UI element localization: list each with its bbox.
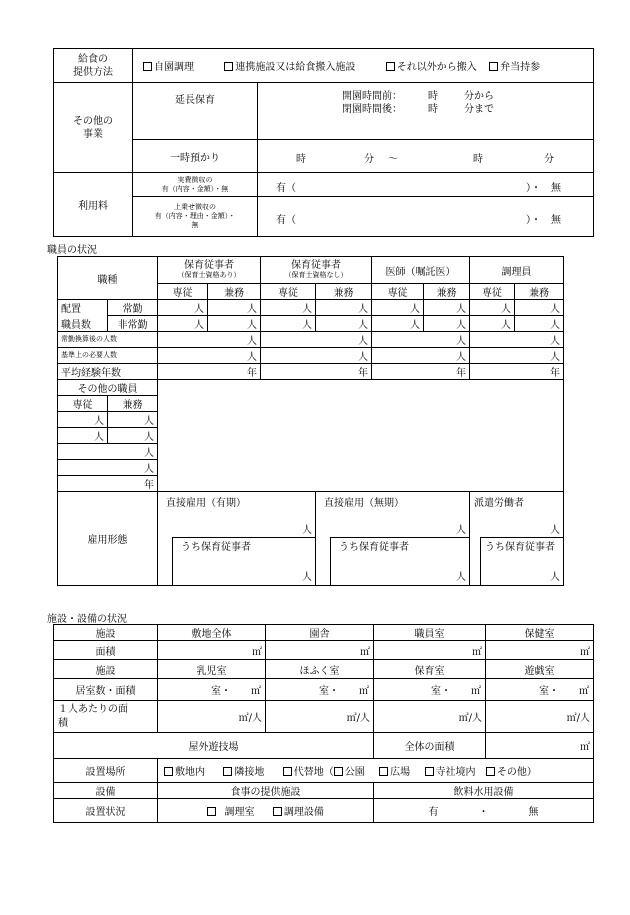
loc-option-2[interactable]: 隣接地 xyxy=(223,767,264,778)
water-header: 飲料水用設備 xyxy=(374,783,594,799)
cell: 室・ ㎡ xyxy=(374,679,486,701)
checkbox-icon xyxy=(386,62,395,71)
full-header: 専従 xyxy=(58,396,108,412)
checkbox-icon xyxy=(489,62,498,71)
checkbox-icon xyxy=(283,767,292,776)
cell: 人 xyxy=(515,316,564,332)
other-label: その他の 事業 xyxy=(54,83,133,173)
part-header: 兼務 xyxy=(108,396,158,412)
area-label: 面積 xyxy=(54,641,158,660)
checkbox-icon xyxy=(207,807,216,816)
employment-label: 雇用形態 xyxy=(58,492,158,586)
cell: 人 xyxy=(58,412,108,428)
part-header: 兼務 xyxy=(208,284,261,300)
cell: 人 xyxy=(470,300,515,316)
loc-option-3[interactable]: 代替地（ xyxy=(283,767,334,778)
full-header: 専従 xyxy=(372,284,424,300)
health-room-header: 保健室 xyxy=(486,625,594,641)
location-label: 設置場所 xyxy=(54,759,158,783)
total-area-label: 全体の面積 xyxy=(374,733,486,759)
fee-extra-value: 有（ ）・ 無 xyxy=(258,197,594,237)
dispatch-cell: 派遣労働者 人 うち保育従事者 人 xyxy=(470,492,564,586)
building-header: 園舎 xyxy=(266,625,374,641)
other-staff-label: その他の職員 xyxy=(58,380,158,396)
cell: 人 xyxy=(261,332,372,348)
rooms-area-label: 居室数・面積 xyxy=(54,679,158,701)
cell: 人 xyxy=(208,316,261,332)
cell: 人 xyxy=(372,348,470,364)
cell: 人 xyxy=(108,412,158,428)
loc-option-5[interactable]: 広場 xyxy=(379,767,410,778)
play-room-header: 遊戯室 xyxy=(486,660,594,679)
checkbox-icon xyxy=(486,767,495,776)
fee-extra-label: 上乗せ徴収の 有（内容・理由・金額）・ 無 xyxy=(133,197,258,237)
part-header: 兼務 xyxy=(515,284,564,300)
cell: 人 xyxy=(158,316,208,332)
meal-options xyxy=(133,49,594,83)
cell: 人 xyxy=(158,300,208,316)
status-label: 設置状況 xyxy=(54,799,158,823)
cell: 人 xyxy=(58,444,158,460)
cell: 人 xyxy=(316,316,372,332)
fee-actual-value: 有（ ）・ 無 xyxy=(258,173,594,197)
checkbox-icon xyxy=(425,767,434,776)
other-staff-blank xyxy=(158,380,564,492)
meal-option-4[interactable]: 弁当持参 xyxy=(489,62,540,73)
required-label: 基準上の必要人数 xyxy=(58,348,158,364)
full-header: 専従 xyxy=(158,284,208,300)
fee-label: 利用料 xyxy=(54,173,133,237)
cell: 室・ ㎡ xyxy=(486,679,594,701)
direct-fixed-cell: 直接雇用（有期） 人 うち保育従事者 人 xyxy=(158,492,316,586)
cell: ㎡/人 xyxy=(486,701,594,733)
checkbox-icon xyxy=(224,62,233,71)
avg-years-label: 平均経験年数 xyxy=(58,364,158,380)
cell: 人 xyxy=(372,316,424,332)
facility-section-title: 施設・設備の状況 xyxy=(47,614,127,625)
cooking-option[interactable]: 調理設備 xyxy=(273,807,324,818)
meal-facility-options xyxy=(158,799,374,823)
direct-open-cell: 直接雇用（無期） 人 うち保育従事者 人 xyxy=(316,492,470,586)
col-cook: 調理員 xyxy=(470,257,564,284)
cell: 人 xyxy=(208,300,261,316)
cell: 年 xyxy=(158,364,261,380)
cell: ㎡ xyxy=(374,641,486,660)
crawl-room-header: ほふく室 xyxy=(266,660,374,679)
location-options xyxy=(158,759,594,783)
cell: 人 xyxy=(316,300,372,316)
checkbox-icon xyxy=(334,767,343,776)
site-header: 敷地全体 xyxy=(158,625,266,641)
cell: 人 xyxy=(158,332,261,348)
meal-option-3[interactable]: それ以外から搬入 xyxy=(386,62,477,73)
regular-label: 常勤 xyxy=(108,300,158,316)
extended-care-times: 開園時間前： 時 分から 閉園時間後： 時 分まで xyxy=(258,83,594,140)
cell: 人 xyxy=(261,316,316,332)
meal-label: 給食の 提供方法 xyxy=(54,49,133,83)
cell: 人 xyxy=(424,316,470,332)
converted-label: 常勤換算後の人数 xyxy=(58,332,158,348)
col-doctor: 医師（嘱託医） xyxy=(372,257,470,284)
facility-header: 施設 xyxy=(54,625,158,641)
cell: 人 xyxy=(424,300,470,316)
fee-actual-label: 実費徴収の 有（内容・金額）・無 xyxy=(133,173,258,197)
meal-option-1[interactable]: 自園調理 xyxy=(143,62,194,73)
cell: ㎡ xyxy=(486,641,594,660)
cell: 人 xyxy=(261,300,316,316)
loc-option-4[interactable]: 公園 xyxy=(334,767,365,778)
cell: ㎡/人 xyxy=(266,701,374,733)
facility-table xyxy=(53,624,594,823)
cell: 室・ ㎡ xyxy=(266,679,374,701)
loc-option-1[interactable]: 敷地内 xyxy=(164,767,205,778)
checkbox-icon xyxy=(223,767,232,776)
meal-facility-header: 食事の提供施設 xyxy=(158,783,374,799)
cell: 人 xyxy=(515,300,564,316)
cell: 年 xyxy=(261,364,372,380)
temporary-care-label: 一時預かり xyxy=(133,140,258,173)
staff-section-title: 職員の状況 xyxy=(47,245,97,256)
cell: ㎡ xyxy=(486,733,594,759)
cell: 人 xyxy=(261,348,372,364)
col-qualified: 保育従事者 （保育士資格あり） xyxy=(158,257,261,284)
equipment-label: 設備 xyxy=(54,783,158,799)
infant-room-header: 乳児室 xyxy=(158,660,266,679)
checkbox-icon xyxy=(143,62,152,71)
top-table xyxy=(53,48,594,237)
cell: 人 xyxy=(108,428,158,444)
job-type-header: 職種 xyxy=(58,257,158,300)
cell: ㎡ xyxy=(266,641,374,660)
cell: 年 xyxy=(470,364,564,380)
facility-header: 施設 xyxy=(54,660,158,679)
part-header: 兼務 xyxy=(316,284,372,300)
staff-room-header: 職員室 xyxy=(374,625,486,641)
checkbox-icon xyxy=(379,767,388,776)
extended-care-label: 延長保育 xyxy=(133,83,258,140)
nursery-room-header: 保育室 xyxy=(374,660,486,679)
checkbox-icon xyxy=(164,767,173,776)
cell: 人 xyxy=(372,300,424,316)
checkbox-icon xyxy=(273,807,282,816)
staff-table xyxy=(57,256,564,586)
cell: 室・ ㎡ xyxy=(158,679,266,701)
cell: 人 xyxy=(372,332,470,348)
placement-label: 配置 xyxy=(58,300,108,316)
cell: ㎡/人 xyxy=(158,701,266,733)
cell: 人 xyxy=(470,348,564,364)
kitchen-option[interactable]: 調理室 xyxy=(207,807,254,818)
full-header: 専従 xyxy=(261,284,316,300)
per-person-label: １人あたりの面 積 xyxy=(54,701,158,733)
cell: 年 xyxy=(372,364,470,380)
loc-option-6[interactable]: 寺社境内 xyxy=(425,767,476,778)
cell: 人 xyxy=(470,332,564,348)
temporary-care-times: 時 分 〜 時 分 xyxy=(258,140,594,173)
cell: ㎡ xyxy=(158,641,266,660)
water-status: 有 ・ 無 xyxy=(374,799,594,823)
full-header: 専従 xyxy=(470,284,515,300)
meal-option-2[interactable]: 連携施設又は給食搬入施設 xyxy=(224,62,355,73)
cell: 年 xyxy=(58,476,158,492)
loc-option-7[interactable]: その他） xyxy=(486,767,537,778)
staff-count-label: 職員数 xyxy=(58,316,108,332)
nonregular-label: 非常勤 xyxy=(108,316,158,332)
cell: 人 xyxy=(158,348,261,364)
cell: 人 xyxy=(470,316,515,332)
part-header: 兼務 xyxy=(424,284,470,300)
outdoor-label: 屋外遊技場 xyxy=(54,733,374,759)
cell: 人 xyxy=(58,428,108,444)
cell: ㎡/人 xyxy=(374,701,486,733)
col-unqualified: 保育従事者 （保育士資格なし） xyxy=(261,257,372,284)
cell: 人 xyxy=(58,460,158,476)
